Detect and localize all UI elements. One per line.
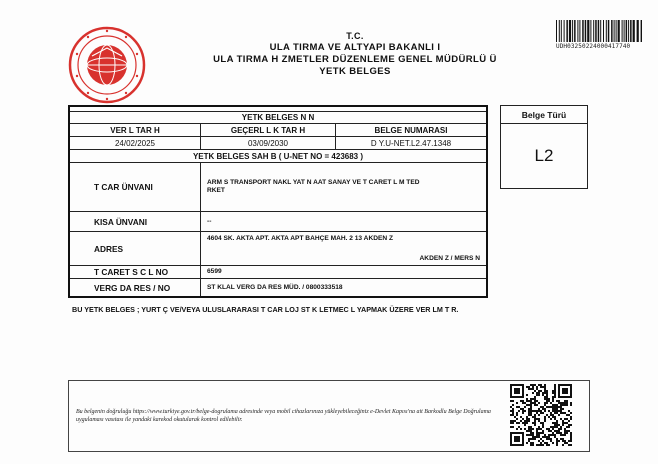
address-city: AKDEN Z / MERS N — [419, 255, 480, 262]
address-value-cell — [200, 232, 486, 265]
validity-date-header: GEÇERL L K TAR H — [200, 124, 335, 136]
short-name-row — [70, 212, 486, 232]
table-title-row — [70, 111, 486, 124]
address-row — [70, 232, 486, 266]
issue-date-value: 24/02/2025 — [114, 138, 156, 148]
table-values-row — [70, 137, 486, 150]
header-directorate: ULA TIRMA H ZMETLER DÜZENLEME GENEL MÜDÜRLÜ Ü — [213, 54, 497, 65]
barcode-number: UDH03250224000417740 — [556, 43, 631, 50]
address-label: ADRES — [94, 243, 124, 254]
header-tc: T.C. — [346, 31, 364, 41]
tax-office-row — [70, 279, 486, 296]
short-name-label: KISA ÜNVANI — [94, 216, 148, 227]
document-type-value: L2 — [534, 146, 554, 165]
header-ministry: ULA TIRMA VE ALTYAPI BAKANLI I — [269, 42, 441, 53]
authorization-note: BU YETK BELGES ; YURT Ç VE/VEYA ULUSLARARASI T CAR LOJ ST K LETMEC L YAPMAK ÜZERE VER LM T R. — [72, 305, 459, 314]
barcode — [556, 20, 646, 50]
qr-code[interactable] — [510, 384, 572, 446]
verification-text: Bu belgenin doğruluğu https://www.turkiye.gov.tr/belge-dogrulama adresinde veya mobil cihazlarınıza yükleyebileceğiniz e-Devlet Kapısı'na ait Barkodlu Belge Doğrulama uygulaması vasıtası ile yandaki karekod okutularak kontrol edilebilir. — [76, 409, 491, 423]
header-document-type: YETK BELGES — [319, 66, 391, 77]
owner-row — [70, 150, 486, 163]
trade-registry-row — [70, 266, 486, 279]
barcode-bars — [556, 20, 642, 42]
address-value: 4604 SK. AKTA APT. AKTA APT BAHÇE MAH. 2 13 AKDEN Z — [207, 235, 393, 242]
table-title: YETK BELGES N N — [241, 113, 315, 122]
tax-office-label: VERG DA RES / NO — [94, 282, 171, 293]
trade-registry-value: 6599 — [200, 266, 486, 278]
table-header-row — [70, 124, 486, 137]
document-number-value: D Y.U-NET.L2.47.1348 — [335, 137, 486, 149]
issue-date-header: VER L TAR H — [110, 125, 160, 135]
trade-name-row — [70, 163, 486, 212]
certificate-table — [68, 105, 488, 298]
tax-office-value: ST KLAL VERG DA RES MÜD. / 0800333518 — [200, 279, 486, 296]
trade-name-value: ARM S TRANSPORT NAKL YAT N AAT SANAY VE T CARET L M TED RKET — [200, 163, 486, 211]
document-type-title: Belge Türü — [501, 106, 587, 124]
ministry-seal-logo — [68, 26, 146, 104]
owner-title: YETK BELGES SAH B ( U-NET NO = 423683 ) — [192, 151, 364, 161]
validity-date-value: 03/09/2030 — [200, 137, 335, 149]
document-type-box — [500, 105, 588, 189]
document-number-header: BELGE NUMARASI — [335, 124, 486, 136]
trade-name-label: T CAR ÜNVANI — [94, 182, 153, 192]
short-name-value: -- — [200, 212, 486, 231]
document-header — [170, 30, 540, 78]
trade-registry-label: T CARET S C L NO — [94, 267, 169, 277]
